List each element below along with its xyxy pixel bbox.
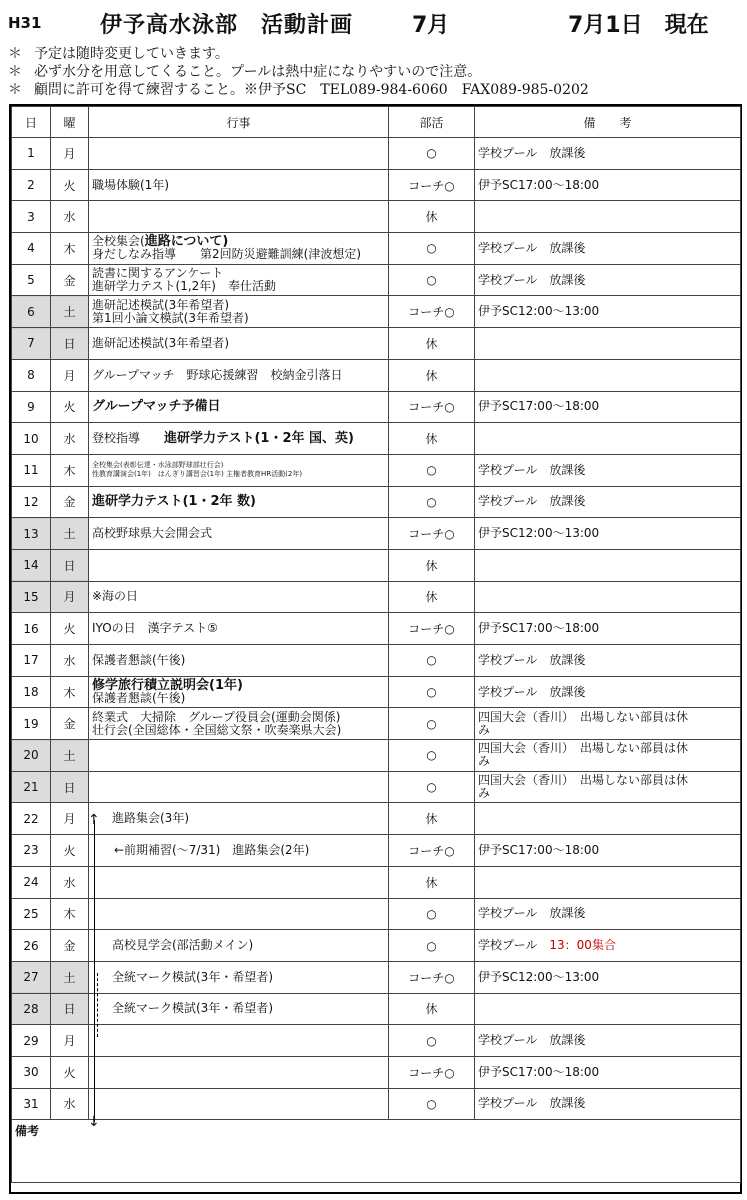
remarks-cell: 学校プール 放課後 <box>475 1088 741 1120</box>
table-row <box>12 645 741 677</box>
weekday-cell: 火 <box>51 1056 89 1088</box>
weekday-cell: 水 <box>51 645 89 677</box>
table-row <box>12 708 741 740</box>
day-cell: 29 <box>12 1025 51 1057</box>
table-row <box>12 803 741 835</box>
club-cell: ○ <box>389 1088 475 1120</box>
table-row <box>12 359 741 391</box>
remarks-cell: 伊予SC17:00～18:00 <box>475 391 741 423</box>
weekday-cell: 土 <box>51 961 89 993</box>
club-cell: 休 <box>389 866 475 898</box>
table-row <box>12 486 741 518</box>
weekday-cell: 水 <box>51 423 89 455</box>
day-cell: 19 <box>12 708 51 740</box>
club-cell: 休 <box>389 359 475 391</box>
table-row <box>12 771 741 803</box>
month-label: 7月 <box>412 13 450 38</box>
remarks-cell: 伊予SC12:00～13:00 <box>475 296 741 328</box>
table-row <box>12 454 741 486</box>
remarks-cell: 学校プール 放課後 <box>475 645 741 677</box>
day-cell: 27 <box>12 961 51 993</box>
club-cell: 休 <box>389 423 475 455</box>
remarks-cell <box>475 993 741 1025</box>
col-event-header: 行事 <box>89 107 389 138</box>
club-cell: ○ <box>389 708 475 740</box>
day-cell: 4 <box>12 233 51 265</box>
arrow-down-icon: ↓ <box>88 1114 100 1130</box>
weekday-cell: 土 <box>51 296 89 328</box>
remarks-cell: 学校プール 放課後 <box>475 138 741 170</box>
weekday-cell: 火 <box>51 169 89 201</box>
page-title: 伊予高水泳部 活動計画 <box>100 13 354 38</box>
table-row <box>12 1088 741 1120</box>
event-cell: 終業式 大掃除 グループ役員会(運動会関係) 壮行会(全国総体・全国総文祭・吹奏楽県大会) <box>89 708 389 740</box>
event-cell <box>89 1088 389 1120</box>
remarks-cell <box>475 359 741 391</box>
weekday-cell: 月 <box>51 1025 89 1057</box>
remarks-cell: 学校プール 13：00集合 <box>475 930 741 962</box>
weekday-cell: 水 <box>51 1088 89 1120</box>
day-cell: 17 <box>12 645 51 677</box>
era-tag: H31 <box>8 14 42 32</box>
table-row <box>12 138 741 170</box>
remarks-cell: 学校プール 放課後 <box>475 676 741 708</box>
weekday-cell: 火 <box>51 835 89 867</box>
remarks-cell <box>475 328 741 360</box>
remarks-cell: 学校プール 放課後 <box>475 264 741 296</box>
day-cell: 7 <box>12 328 51 360</box>
asterisk-icon: ＊ <box>8 64 22 80</box>
day-cell: 24 <box>12 866 51 898</box>
table-row <box>12 391 741 423</box>
club-cell: ○ <box>389 233 475 265</box>
event-cell: ←前期補習(～7/31) 進路集会(2年) <box>89 835 389 867</box>
remarks-cell <box>475 201 741 233</box>
table-row <box>12 676 741 708</box>
remarks-cell <box>475 423 741 455</box>
table-row <box>12 898 741 930</box>
note-item: ＊ 顧問に許可を得て練習すること。※伊予SC TEL089-984-6060 FAX089-985-0202 <box>8 82 589 98</box>
club-cell: コーチ○ <box>389 835 475 867</box>
remarks-cell <box>475 549 741 581</box>
club-cell: コーチ○ <box>389 296 475 328</box>
weekday-cell: 木 <box>51 233 89 265</box>
weekday-cell: 日 <box>51 328 89 360</box>
day-cell: 23 <box>12 835 51 867</box>
event-cell: 登校指導 進研学力テスト(1・2年 国、英) <box>89 423 389 455</box>
day-cell: 2 <box>12 169 51 201</box>
table-row <box>12 740 741 772</box>
club-cell: ○ <box>389 264 475 296</box>
event-cell: 進研記述模試(3年希望者) 第1回小論文模試(3年希望者) <box>89 296 389 328</box>
asterisk-icon: ＊ <box>8 82 22 98</box>
weekday-cell: 火 <box>51 613 89 645</box>
remarks-cell: 伊予SC17:00～18:00 <box>475 1056 741 1088</box>
event-cell <box>89 1056 389 1088</box>
club-cell: ○ <box>389 740 475 772</box>
weekday-cell: 木 <box>51 898 89 930</box>
weekday-cell: 火 <box>51 391 89 423</box>
event-cell: 全校集会(進路について) 身だしなみ指導 第2回防災避難訓練(津波想定) <box>89 233 389 265</box>
event-cell: 高校見学会(部活動メイン) <box>89 930 389 962</box>
col-day-header: 日 <box>12 107 51 138</box>
table-row <box>12 993 741 1025</box>
page-header <box>0 0 747 42</box>
club-cell: ○ <box>389 1025 475 1057</box>
exam-dash-line <box>97 973 98 1037</box>
remarks-cell: 学校プール 放課後 <box>475 454 741 486</box>
weekday-cell: 木 <box>51 676 89 708</box>
club-cell: コーチ○ <box>389 518 475 550</box>
weekday-cell: 金 <box>51 486 89 518</box>
event-cell: 読書に関するアンケート 進研学力テスト(1,2年) 奉仕活動 <box>89 264 389 296</box>
day-cell: 9 <box>12 391 51 423</box>
table-row <box>12 930 741 962</box>
table-row <box>12 233 741 265</box>
weekday-cell: 日 <box>51 549 89 581</box>
club-cell: 休 <box>389 581 475 613</box>
club-cell: コーチ○ <box>389 1056 475 1088</box>
event-cell <box>89 138 389 170</box>
weekday-cell: 金 <box>51 930 89 962</box>
event-cell: グループマッチ 野球応援練習 校納金引落日 <box>89 359 389 391</box>
event-cell: 進路集会(3年) <box>89 803 389 835</box>
weekday-cell: 月 <box>51 138 89 170</box>
table-row <box>12 581 741 613</box>
day-cell: 18 <box>12 676 51 708</box>
footer-remarks: 備考 <box>12 1120 741 1183</box>
remarks-cell: 伊予SC12:00～13:00 <box>475 518 741 550</box>
weekday-cell: 水 <box>51 866 89 898</box>
day-cell: 21 <box>12 771 51 803</box>
note-item: ＊ 必ず水分を用意してくること。プールは熱中症になりやすいので注意。 <box>8 64 482 80</box>
table-row <box>12 1056 741 1088</box>
remarks-cell: 四国大会（香川） 出場しない部員は休 み <box>475 740 741 772</box>
event-cell <box>89 1025 389 1057</box>
day-cell: 12 <box>12 486 51 518</box>
day-cell: 11 <box>12 454 51 486</box>
event-cell: 保護者懇談(午後) <box>89 645 389 677</box>
col-weekday-header: 曜 <box>51 107 89 138</box>
day-cell: 16 <box>12 613 51 645</box>
event-cell: 全校集会(表彰伝達・水泳部野球部壮行会) 性教育講演会(1年) はんぎり講習会(1年) 主権者教育HR活動(2年) <box>89 454 389 486</box>
table-row <box>12 835 741 867</box>
weekday-cell: 日 <box>51 771 89 803</box>
event-cell: 進研学力テスト(1・2年 数) <box>89 486 389 518</box>
event-cell <box>89 866 389 898</box>
remarks-cell: 伊予SC17:00～18:00 <box>475 835 741 867</box>
event-cell: グループマッチ予備日 <box>89 391 389 423</box>
col-remarks-header: 備 考 <box>475 107 741 138</box>
club-cell: ○ <box>389 454 475 486</box>
day-cell: 8 <box>12 359 51 391</box>
club-cell: ○ <box>389 930 475 962</box>
event-cell: ※海の日 <box>89 581 389 613</box>
period-line <box>94 820 95 1122</box>
table-row <box>12 518 741 550</box>
event-cell: 修学旅行積立説明会(1年) 保護者懇談(午後) <box>89 676 389 708</box>
weekday-cell: 土 <box>51 740 89 772</box>
club-cell: ○ <box>389 676 475 708</box>
table-row <box>12 549 741 581</box>
weekday-cell: 水 <box>51 201 89 233</box>
day-cell: 22 <box>12 803 51 835</box>
club-cell: 休 <box>389 328 475 360</box>
weekday-cell: 日 <box>51 993 89 1025</box>
remarks-cell: 四国大会（香川） 出場しない部員は休 み <box>475 771 741 803</box>
day-cell: 13 <box>12 518 51 550</box>
day-cell: 1 <box>12 138 51 170</box>
event-cell: 職場体験(1年) <box>89 169 389 201</box>
event-cell: 全統マーク模試(3年・希望者) <box>89 993 389 1025</box>
club-cell: ○ <box>389 486 475 518</box>
remarks-cell: 四国大会（香川） 出場しない部員は休 み <box>475 708 741 740</box>
club-cell: ○ <box>389 898 475 930</box>
arrow-up-icon: ↑ <box>88 812 100 828</box>
club-cell: コーチ○ <box>389 391 475 423</box>
day-cell: 3 <box>12 201 51 233</box>
remarks-cell: 伊予SC17:00～18:00 <box>475 613 741 645</box>
weekday-cell: 金 <box>51 264 89 296</box>
asterisk-icon: ＊ <box>8 46 22 62</box>
weekday-cell: 月 <box>51 359 89 391</box>
footer-row <box>12 1120 741 1183</box>
club-cell: コーチ○ <box>389 961 475 993</box>
note-item: ＊ 予定は随時変更していきます。 <box>8 46 229 62</box>
event-cell <box>89 898 389 930</box>
remarks-cell: 学校プール 放課後 <box>475 1025 741 1057</box>
remarks-cell: 伊予SC17:00～18:00 <box>475 169 741 201</box>
event-cell <box>89 549 389 581</box>
day-cell: 10 <box>12 423 51 455</box>
weekday-cell: 月 <box>51 581 89 613</box>
event-cell <box>89 201 389 233</box>
day-cell: 6 <box>12 296 51 328</box>
table-row <box>12 169 741 201</box>
weekday-cell: 土 <box>51 518 89 550</box>
weekday-cell: 金 <box>51 708 89 740</box>
event-cell <box>89 740 389 772</box>
club-cell: 休 <box>389 549 475 581</box>
table-row <box>12 201 741 233</box>
remarks-cell <box>475 581 741 613</box>
event-cell <box>89 771 389 803</box>
day-cell: 26 <box>12 930 51 962</box>
table-row <box>12 328 741 360</box>
schedule-table <box>11 106 741 1183</box>
weekday-cell: 木 <box>51 454 89 486</box>
notes-block <box>8 45 743 99</box>
table-row <box>12 1025 741 1057</box>
day-cell: 30 <box>12 1056 51 1088</box>
day-cell: 5 <box>12 264 51 296</box>
table-row <box>12 423 741 455</box>
as-of-date: 7月1日 現在 <box>568 13 709 38</box>
remarks-cell: 学校プール 放課後 <box>475 233 741 265</box>
event-cell: 全統マーク模試(3年・希望者) <box>89 961 389 993</box>
club-cell: コーチ○ <box>389 169 475 201</box>
remarks-cell <box>475 803 741 835</box>
table-row <box>12 613 741 645</box>
remarks-cell: 学校プール 放課後 <box>475 486 741 518</box>
table-row <box>12 264 741 296</box>
day-cell: 28 <box>12 993 51 1025</box>
day-cell: 31 <box>12 1088 51 1120</box>
club-cell: 休 <box>389 201 475 233</box>
club-cell: 休 <box>389 803 475 835</box>
event-cell: IYOの日 漢字テスト⑤ <box>89 613 389 645</box>
table-header-row <box>12 107 741 138</box>
day-cell: 15 <box>12 581 51 613</box>
table-row <box>12 961 741 993</box>
col-club-header: 部活 <box>389 107 475 138</box>
remarks-cell <box>475 866 741 898</box>
club-cell: 休 <box>389 993 475 1025</box>
event-cell: 高校野球県大会開会式 <box>89 518 389 550</box>
remarks-cell: 伊予SC12:00～13:00 <box>475 961 741 993</box>
club-cell: ○ <box>389 771 475 803</box>
event-cell: 進研記述模試(3年希望者) <box>89 328 389 360</box>
club-cell: ○ <box>389 645 475 677</box>
day-cell: 20 <box>12 740 51 772</box>
club-cell: コーチ○ <box>389 613 475 645</box>
club-cell: ○ <box>389 138 475 170</box>
day-cell: 14 <box>12 549 51 581</box>
day-cell: 25 <box>12 898 51 930</box>
table-row <box>12 296 741 328</box>
weekday-cell: 月 <box>51 803 89 835</box>
table-row <box>12 866 741 898</box>
remarks-cell: 学校プール 放課後 <box>475 898 741 930</box>
